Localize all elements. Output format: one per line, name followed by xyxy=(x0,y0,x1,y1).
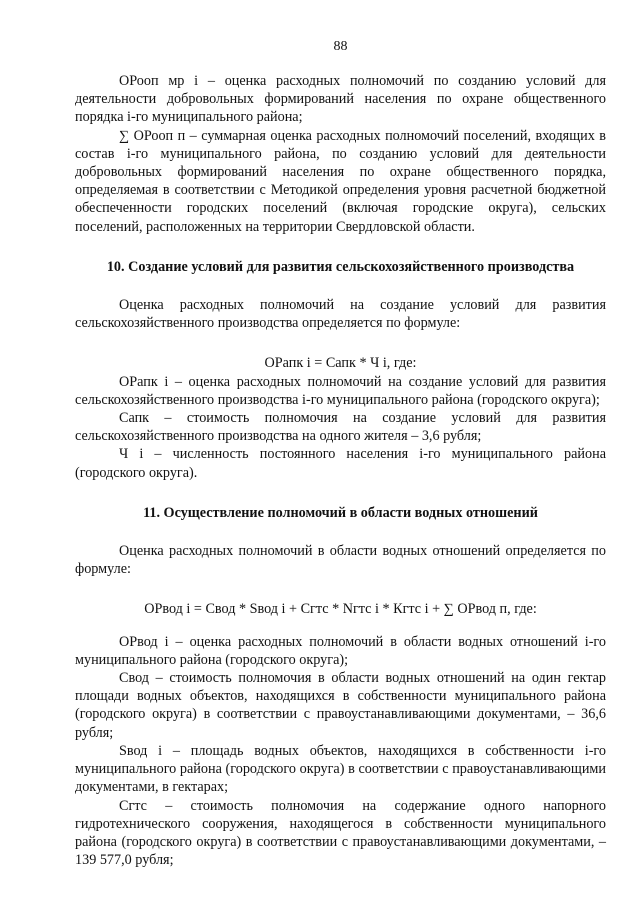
paragraph-orvod-def: ОРвод i – оценка расходных полномочий в области водных отношений i-го муниципального района (городского округа); xyxy=(75,633,606,668)
paragraph-orapk-def: ОРапк i – оценка расходных полномочий на создание условий для развития сельскохозяйственного производства i-го муниципального района (городского округа); xyxy=(75,373,606,408)
paragraph-apk-intro: Оценка расходных полномочий на создание условий для развития сельскохозяйственного производства определяется по формуле: xyxy=(75,297,606,332)
formula-orapk: ОРапк i = Сапк * Ч i, где: xyxy=(264,355,417,372)
paragraph-sapk-def: Сапк – стоимость полномочия на создание условий для развития сельскохозяйственного производства на одного жителя – 3,6 рубля; xyxy=(75,410,606,445)
paragraph-ch-def: Ч i – численность постоянного населения i-го муниципального района (городского округа). xyxy=(75,446,606,481)
paragraph-oroop-mr: ОРооп мр i – оценка расходных полномочий по созданию условий для деятельности добровольных формирований населения по охране общественного порядка i-го муниципального района; xyxy=(75,73,606,126)
page-number: 88 xyxy=(333,39,348,54)
paragraph-vod-intro: Оценка расходных полномочий в области водных отношений определяется по формуле: xyxy=(75,543,606,578)
paragraph-svod-def: Свод – стоимость полномочия в области водных отношений на один гектар площади водных объектов, находящихся в собственности муниципального района (городского округа) в соответствии с правоустанавливающими документами, – 36,6 рубля; xyxy=(75,670,606,741)
paragraph-s-vod-def: Sвод i – площадь водных объектов, находящихся в собственности i-го муниципального района (городского округа) в соответствии с правоустанавливающими документами, в гектарах; xyxy=(75,742,606,796)
paragraph-sgts-def: Сгтс – стоимость полномочия на содержание одного напорного гидротехнического сооружения, находящегося в собственности муниципального района (городского округа) в соответствии с правоустанавливающими документами, – 139 577,0 рубля; xyxy=(75,797,606,869)
formula-orvod: ОРвод i = Свод * Sвод i + Сгтс * Nгтс i * Кгтс i + ∑ ОРвод п, где: xyxy=(144,601,537,618)
section-heading-10: 10. Создание условий для развития сельскохозяйственного производства xyxy=(106,258,575,275)
section-heading-11: 11. Осуществление полномочий в области водных отношений xyxy=(143,504,538,521)
paragraph-sum-oroop-p: ∑ ОРооп п – суммарная оценка расходных полномочий поселений, входящих в состав i-го муниципального района, по созданию условий для деятельности добровольных формирований населения по охране общественного порядка, определяемая в соответствии с Методикой определения уровня расчетной бюджетной обеспеченности городских поселений (включая городские округа), сельских поселений, расположенных на территории Свердловской области. xyxy=(75,127,606,235)
